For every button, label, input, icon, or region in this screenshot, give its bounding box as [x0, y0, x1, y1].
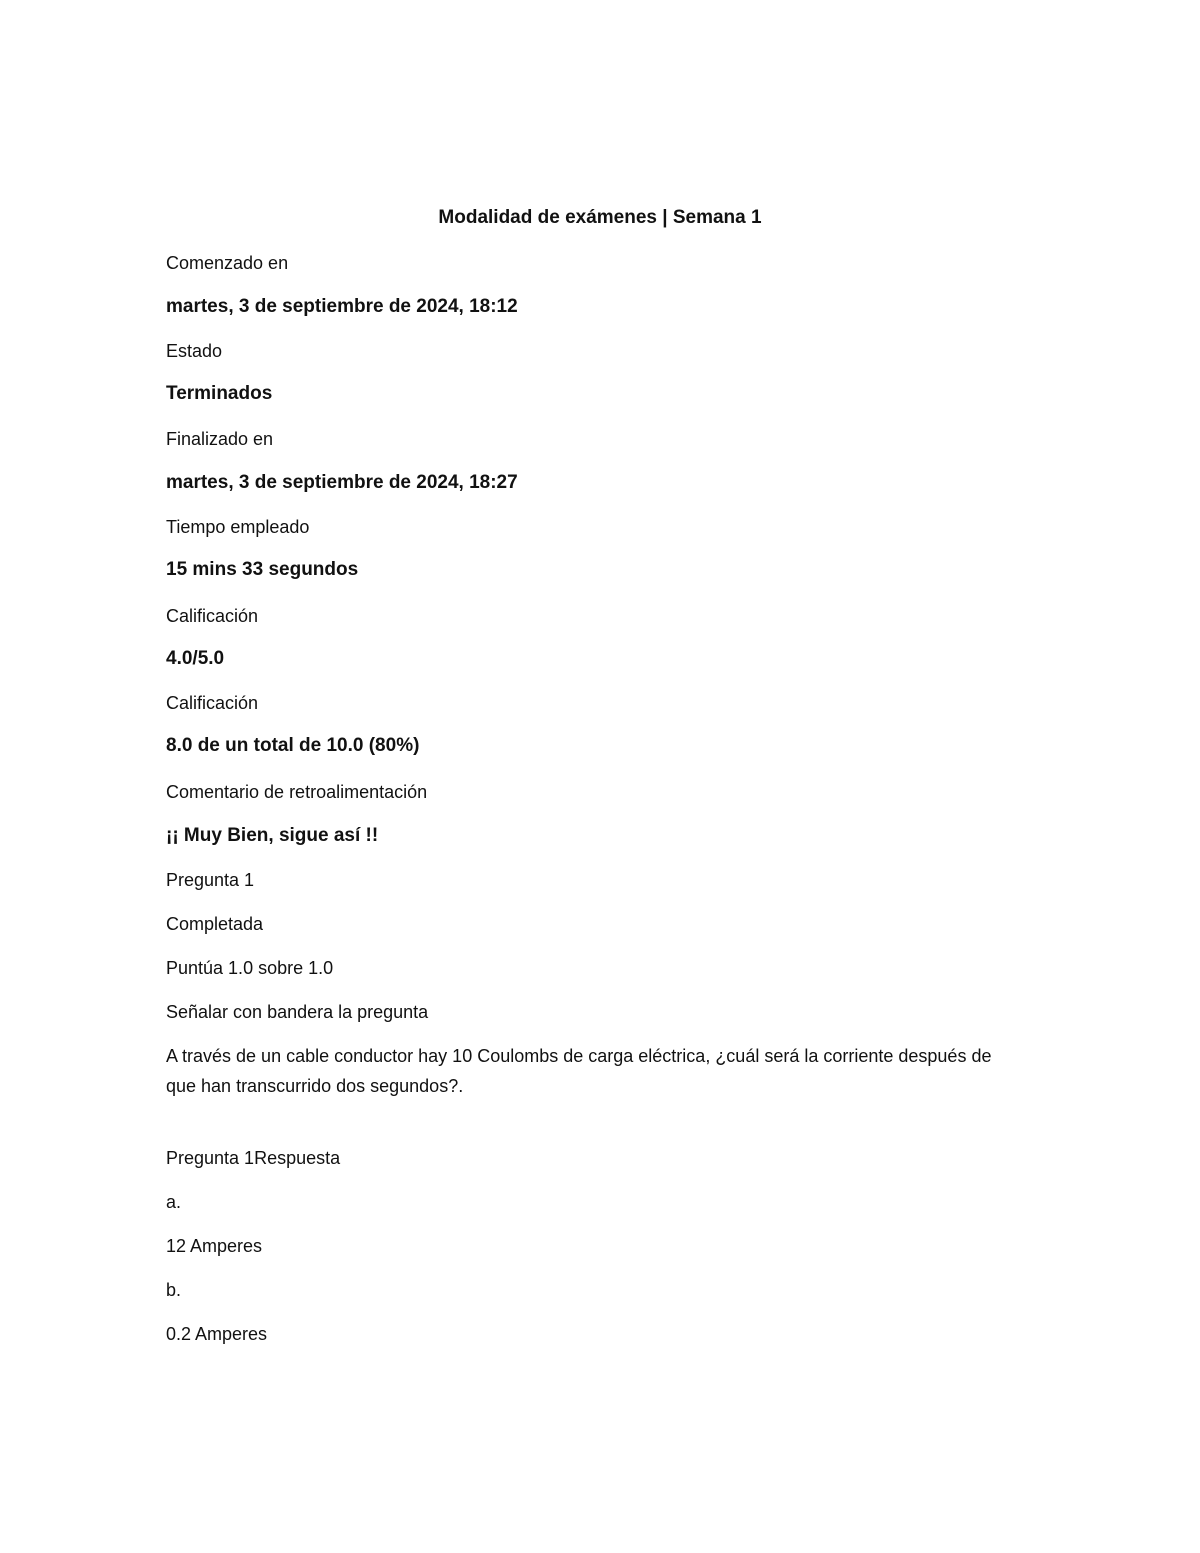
document-title: Modalidad de exámenes | Semana 1	[438, 207, 762, 228]
option-a-text[interactable]: 12 Amperes	[166, 1236, 263, 1256]
answer-label: Pregunta 1Respuesta	[166, 1148, 341, 1168]
question-score: Puntúa 1.0 sobre 1.0	[166, 958, 334, 978]
started-label: Comenzado en	[166, 253, 289, 273]
flag-question-link[interactable]: Señalar con bandera la pregunta	[166, 1002, 429, 1022]
grade-value: 4.0/5.0	[166, 648, 225, 669]
question-text: A través de un cable conductor hay 10 Coulombs de carga eléctrica, ¿cuál será la corriente después de que han transcurrido dos segundos?.	[166, 1046, 992, 1096]
grade-total-label: Calificación	[166, 693, 259, 713]
option-a-letter: a.	[166, 1192, 182, 1212]
option-b-text[interactable]: 0.2 Amperes	[166, 1324, 268, 1344]
grade-label: Calificación	[166, 606, 259, 626]
question-status: Completada	[166, 914, 264, 934]
started-value: martes, 3 de septiembre de 2024, 18:12	[166, 296, 518, 317]
question-number: Pregunta 1	[166, 870, 255, 890]
status-label: Estado	[166, 341, 223, 361]
option-b-letter: b.	[166, 1280, 182, 1300]
finished-label: Finalizado en	[166, 429, 274, 449]
time-taken-value: 15 mins 33 segundos	[166, 559, 359, 580]
finished-value: martes, 3 de septiembre de 2024, 18:27	[166, 472, 518, 493]
time-taken-label: Tiempo empleado	[166, 517, 310, 537]
feedback-value: ¡¡ Muy Bien, sigue así !!	[166, 825, 379, 846]
feedback-label: Comentario de retroalimentación	[166, 782, 428, 802]
grade-total-value: 8.0 de un total de 10.0 (80%)	[166, 735, 420, 756]
status-value: Terminados	[166, 383, 273, 404]
